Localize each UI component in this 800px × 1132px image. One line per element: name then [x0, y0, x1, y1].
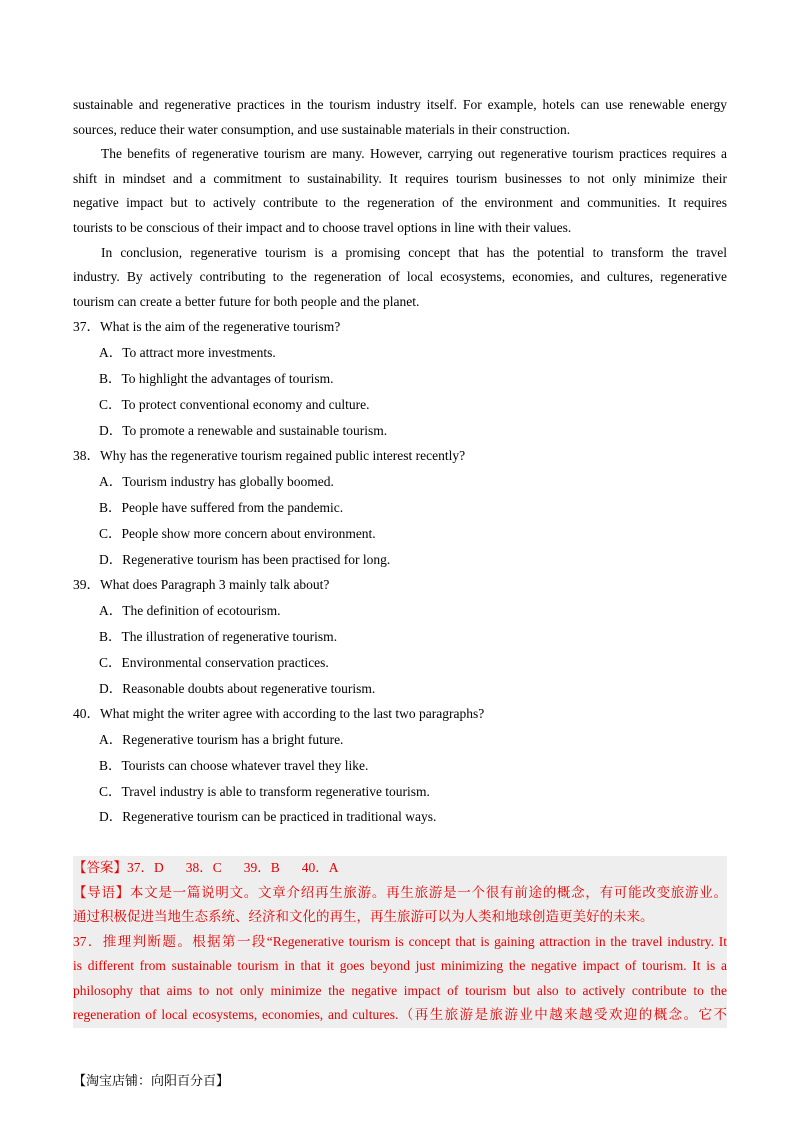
option-c[interactable]: C．Environmental conservation practices. [99, 654, 329, 670]
analysis-line: 37．推理判断题。根据第一段“Regenerative tourism is concept that is gaining attraction in the travel industry. It [73, 933, 727, 949]
question-37 [73, 314, 727, 443]
analysis-line: philosophy that aims to not only minimize the negative impact of tourism but also to actively contribute to the [73, 982, 727, 998]
shop-footer: 【淘宝店铺：向阳百分百】 [73, 1073, 230, 1088]
option-c[interactable]: C．To protect conventional economy and culture. [99, 396, 370, 412]
option-d[interactable]: D．Reasonable doubts about regenerative tourism. [99, 680, 376, 696]
option-b[interactable]: B．People have suffered from the pandemic. [99, 499, 344, 515]
option-a[interactable]: A．Regenerative tourism has a bright future. [99, 732, 344, 748]
passage-line: tourists to be conscious of their impact and to choose travel options in line with their values. [73, 219, 572, 235]
answer-item: 40．A [301, 860, 339, 875]
option-b[interactable]: B．To highlight the advantages of tourism. [99, 370, 334, 386]
option-a[interactable]: A．To attract more investments. [99, 345, 276, 361]
analysis-line: regeneration of local ecosystems, economies, and cultures.（再生旅游是旅游业中越来越受欢迎的概念。它不 [73, 1007, 727, 1022]
guide-line: 【导语】本文是一篇说明文。文章介绍再生旅游。再生旅游是一个很有前途的概念，有可能改变旅游业。 [73, 884, 727, 900]
question-40 [73, 701, 727, 830]
guide-line: 通过积极促进当地生态系统、经济和文化的再生，再生旅游可以为人类和地球创造更美好的未来。 [73, 909, 654, 924]
answer-label: 【答案】 [73, 860, 127, 875]
option-c[interactable]: C．People show more concern about environment. [99, 525, 376, 541]
question-stem: 40．What might the writer agree with according to the last two paragraphs? [73, 706, 485, 722]
passage-line: industry. By actively contributing to the regeneration of local ecosystems, economies, and cultures, regenerative [73, 269, 727, 285]
option-d[interactable]: D．Regenerative tourism can be practiced in traditional ways. [99, 809, 437, 825]
option-c[interactable]: C．Travel industry is able to transform regenerative tourism. [99, 783, 430, 799]
question-stem: 39．What does Paragraph 3 mainly talk about? [73, 577, 330, 593]
passage-line: sustainable and regenerative practices in the tourism industry itself. For example, hotels can use renewable energy [73, 97, 727, 112]
question-38 [73, 443, 727, 572]
option-d[interactable]: D．Regenerative tourism has been practised for long. [99, 551, 391, 567]
passage-line: shift in mindset and a commitment to sustainability. It requires tourism businesses to not only minimize their [73, 170, 727, 186]
article-body [73, 93, 727, 830]
answer-section [73, 856, 727, 1028]
question-stem: 37．What is the aim of the regenerative tourism? [73, 319, 341, 335]
passage-line: tourism can create a better future for both people and the planet. [73, 293, 420, 309]
passage-line: negative impact but to actively contribute to the regeneration of the environment and communities. It requires [73, 195, 727, 211]
option-b[interactable]: B．The illustration of regenerative tourism. [99, 628, 338, 644]
answer-item: 39．B [243, 860, 280, 875]
passage-line: sources, reduce their water consumption, and use sustainable materials in their construction. [73, 121, 571, 137]
option-a[interactable]: A．Tourism industry has globally boomed. [99, 474, 334, 490]
answer-item: 37．D [127, 860, 164, 875]
option-a[interactable]: A．The definition of ecotourism. [99, 603, 281, 619]
option-b[interactable]: B．Tourists can choose whatever travel they like. [99, 757, 369, 773]
analysis-line: is different from sustainable tourism in that it goes beyond just minimizing the negative impact of tourism. It is a [73, 958, 727, 973]
question-39 [73, 572, 727, 701]
question-stem: 38．Why has the regenerative tourism regained public interest recently? [73, 448, 466, 464]
passage-line: In conclusion, regenerative tourism is a promising concept that has the potential to transform the travel [101, 244, 727, 260]
answer-item: 38．C [185, 860, 222, 875]
answer-key [73, 856, 727, 881]
passage-line: The benefits of regenerative tourism are many. However, carrying out regenerative tourism practices requires a [101, 146, 727, 162]
option-d[interactable]: D．To promote a renewable and sustainable tourism. [99, 422, 388, 438]
